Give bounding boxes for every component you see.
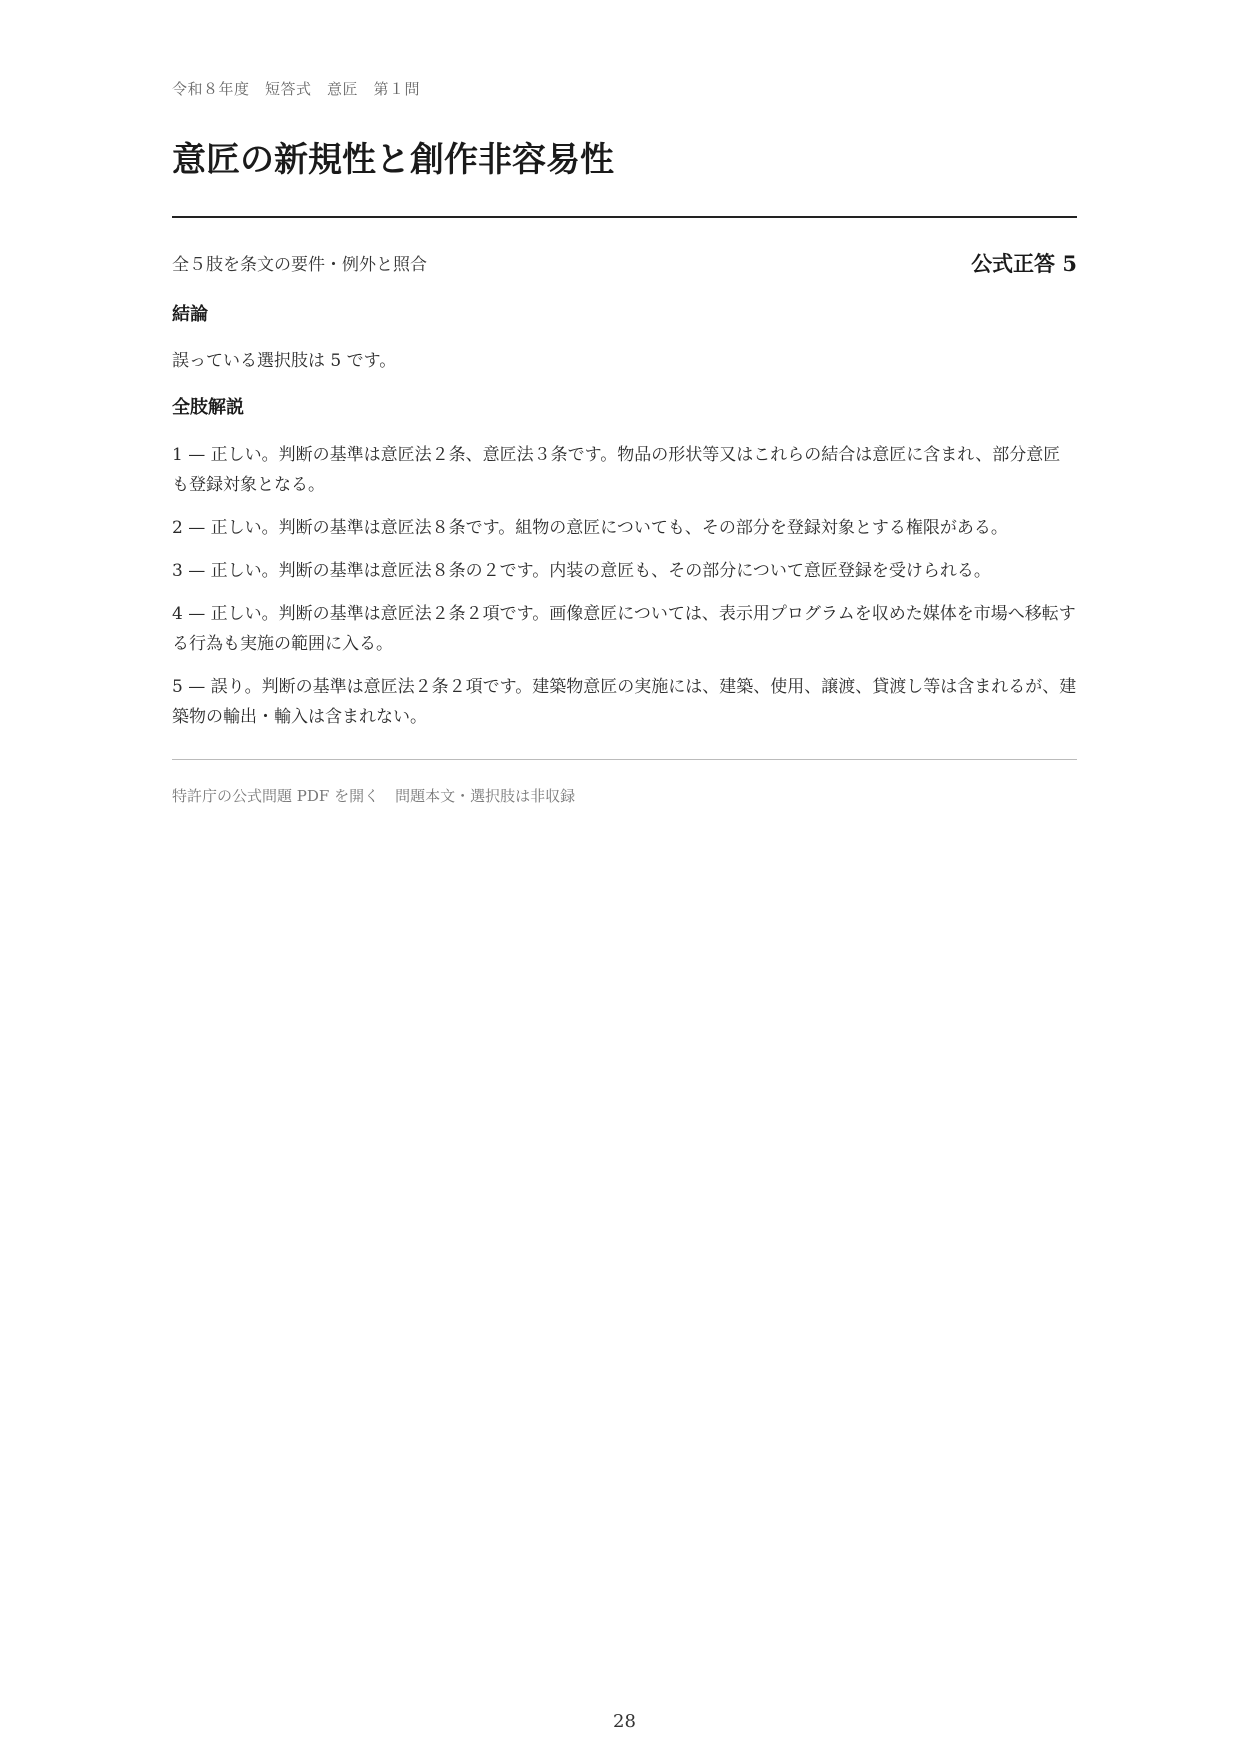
conclusion-heading: 結論 xyxy=(172,304,208,325)
official-answer: 公式正答 5 xyxy=(971,251,1077,276)
conclusion-text: 誤っている選択肢は 5 です。 xyxy=(172,351,397,371)
footer-note: 問題本文・選択肢は非収録 xyxy=(395,787,576,805)
breadcrumb: 令和８年度 短答式 意匠 第１問 xyxy=(172,80,421,98)
choice-explanation-3: 3 — 正しい。判断の基準は意匠法８条の２です。内装の意匠も、その部分について意匠登録を受けられる。 xyxy=(172,561,991,581)
choice-explanation-5: 5 — 誤り。判断の基準は意匠法２条２項です。建築物意匠の実施には、建築、使用、譲渡、貸渡し等は含まれるが、建築物の輸出・輸入は含まれない。 xyxy=(172,677,1077,727)
choice-explanation-4: 4 — 正しい。判断の基準は意匠法２条２項です。画像意匠については、表示用プログラムを収めた媒体を市場へ移転する行為も実施の範囲に入る。 xyxy=(172,604,1076,654)
document-page xyxy=(172,0,1077,1754)
page-title: 意匠の新規性と創作非容易性 xyxy=(172,140,614,180)
choice-explanation-1: 1 — 正しい。判断の基準は意匠法２条、意匠法３条です。物品の形状等又はこれらの結合は意匠に含まれ、部分意匠も登録対象となる。 xyxy=(172,445,1061,495)
page-number: 28 xyxy=(613,1711,636,1732)
explanations-heading: 全肢解説 xyxy=(172,397,244,418)
choice-explanations xyxy=(172,440,1077,745)
title-divider xyxy=(172,216,1077,218)
choice-explanation-2: 2 — 正しい。判断の基準は意匠法８条です。組物の意匠についても、その部分を登録対象とする権限がある。 xyxy=(172,518,1008,538)
footer-divider xyxy=(172,759,1077,760)
footer-links xyxy=(172,785,575,806)
meta-row xyxy=(172,248,1077,280)
meta-subtitle: 全５肢を条文の要件・例外と照合 xyxy=(172,255,427,275)
official-pdf-link[interactable]: 特許庁の公式問題 PDF を開く xyxy=(172,787,380,805)
